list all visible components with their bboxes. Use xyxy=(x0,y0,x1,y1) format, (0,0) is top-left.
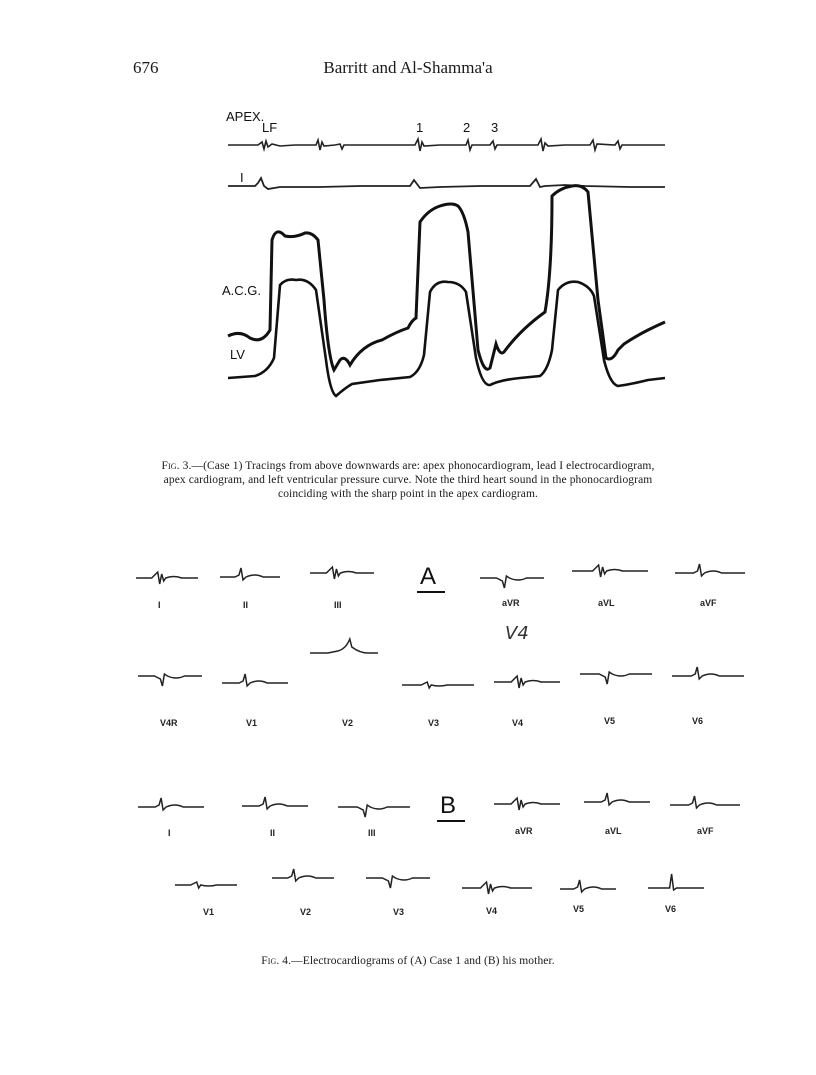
lead-label-a-13: V6 xyxy=(692,716,704,726)
panel-b-underline xyxy=(437,820,465,822)
ecg-strip-23 xyxy=(462,882,532,894)
ecg-strip-5 xyxy=(572,565,648,577)
lead-label-b-8: V2 xyxy=(300,907,312,917)
lead-label-b-9: V3 xyxy=(393,907,405,917)
handwritten-v4-note: V4 xyxy=(505,623,529,644)
ecg-strip-14 xyxy=(138,798,204,810)
ecg-strip-12 xyxy=(580,672,652,684)
ecg-strip-25 xyxy=(648,874,704,890)
figure4-caption-prefix: Fig. 4. xyxy=(261,955,292,967)
lead-label-a-10: V3 xyxy=(428,718,440,728)
ecg-strip-9 xyxy=(310,639,378,653)
ecg-strip-20 xyxy=(175,882,237,888)
lead-label-b-4: aVR xyxy=(515,826,533,836)
lv-label: LV xyxy=(230,347,245,362)
ecg-strip-7 xyxy=(138,674,202,686)
lead-label-a-7: V4R xyxy=(160,718,178,728)
panel-a-underline xyxy=(417,591,445,593)
lead-label-b-10: V4 xyxy=(486,906,498,916)
lead-label-a-6: aVF xyxy=(700,598,717,608)
lead-label-b-11: V5 xyxy=(573,904,585,914)
ecg-strip-8 xyxy=(222,674,288,686)
acg-label: A.C.G. xyxy=(222,283,262,298)
ecg-strip-15 xyxy=(242,797,308,809)
lead-label-a-8: V1 xyxy=(246,718,258,728)
lead-label-a-11: V4 xyxy=(512,718,524,728)
lead-label-a-2: II xyxy=(243,600,249,610)
ecg-strip-22 xyxy=(366,876,430,888)
figure3-caption-prefix: Fig. 3. xyxy=(161,460,192,472)
lead-label-b-6: aVF xyxy=(697,826,714,836)
lead-label-a-5: aVL xyxy=(598,598,615,608)
ecg-strip-10 xyxy=(402,682,474,688)
lead-label-a-9: V2 xyxy=(342,718,354,728)
ecg-strip-2 xyxy=(220,568,280,580)
running-head: Barritt and Al-Shamma'a xyxy=(323,58,493,77)
lead-label-b-12: V6 xyxy=(665,904,677,914)
lead-label-a-3: III xyxy=(334,600,342,610)
ecg-strip-13 xyxy=(672,667,744,679)
lead-label-b-5: aVL xyxy=(605,826,622,836)
heart-sound-1-label: 1 xyxy=(416,120,424,135)
apex-label: APEX. xyxy=(226,109,265,124)
ecg-strip-4 xyxy=(480,576,544,588)
ecg-strip-21 xyxy=(272,869,334,881)
panel-a-letter: A xyxy=(420,563,437,590)
ecg-strip-3 xyxy=(310,567,374,579)
figure4-caption xyxy=(150,954,666,968)
figure4-caption-text: —Electrocardiograms of (A) Case 1 and (B) his mother. xyxy=(291,955,555,967)
ecg-strip-1 xyxy=(136,572,198,584)
lf-label: LF xyxy=(262,120,278,135)
ecg-strip-17 xyxy=(494,798,560,810)
ecg-strip-16 xyxy=(338,805,410,817)
ecg-strip-18 xyxy=(584,793,650,805)
lead-label-b-2: II xyxy=(270,828,276,838)
lead-label-b-3: III xyxy=(368,828,376,838)
lead-label-a-4: aVR xyxy=(502,598,520,608)
panel-b-letter: B xyxy=(440,792,457,819)
page-number: 676 xyxy=(133,58,159,77)
heart-sound-2-label: 2 xyxy=(463,120,471,135)
ecg-strip-6 xyxy=(675,564,745,576)
ecg-strip-24 xyxy=(560,880,616,892)
ecg-strip-19 xyxy=(670,796,740,808)
ecg-strip-11 xyxy=(494,676,560,688)
lead-label-a-12: V5 xyxy=(604,716,616,726)
lead-label-b-7: V1 xyxy=(203,907,215,917)
heart-sound-3-label: 3 xyxy=(491,120,499,135)
lead-label-b-1: I xyxy=(168,828,171,838)
lead-label-a-1: I xyxy=(158,600,161,610)
figure3-caption-text: —(Case 1) Tracings from above downwards are: apex phonocardiogram, lead I electrocardiogram, apex cardiogram, and left ventricular pressure curve. Note the third heart sound in the phonocardiogram coinciding with the sharp point in the apex cardiogram. xyxy=(163,460,655,500)
lead-i-label: I xyxy=(240,170,244,185)
